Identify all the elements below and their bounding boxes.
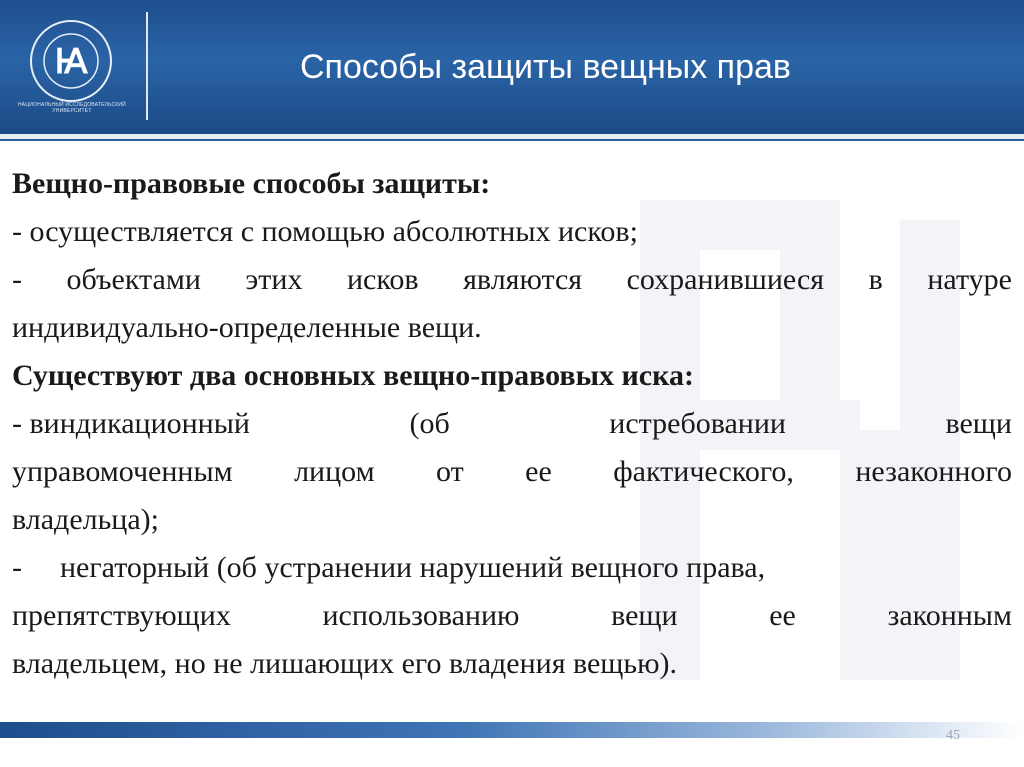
word: препятствующих	[12, 599, 231, 632]
word: истребовании	[609, 407, 786, 440]
svg-text:Ꙗ: Ꙗ	[54, 44, 88, 81]
bullet-negatory-line3: владельцем, но не лишающих его владения вещью).	[12, 647, 677, 680]
word: от	[436, 455, 464, 488]
word: являются	[463, 263, 583, 296]
bullet-vindication-line3: владельца);	[12, 503, 159, 536]
word: вещи	[611, 599, 678, 632]
logo-caption: НАЦИОНАЛЬНЫЙ ИССЛЕДОВАТЕЛЬСКИЙ УНИВЕРСИТЕТ	[18, 102, 126, 114]
bullet-objects-line1	[12, 256, 1012, 304]
slide-title: Способы защиты вещных прав	[300, 48, 791, 86]
header-bar	[0, 0, 1024, 134]
word: лицом	[294, 455, 375, 488]
word: негаторный (об устранении нарушений вещного права,	[60, 551, 766, 584]
bullet-absolute-claims: - осуществляется с помощью абсолютных исков;	[12, 215, 638, 248]
bullet-objects-line2: индивидуально-определенные вещи.	[12, 311, 482, 344]
hse-logo	[28, 18, 114, 104]
word: вещи	[945, 407, 1012, 440]
header-divider	[146, 12, 148, 120]
word: - виндикационный	[12, 407, 250, 440]
word: фактического,	[613, 455, 794, 488]
word: сохранившиеся	[626, 263, 825, 296]
footer-bar	[0, 722, 1024, 738]
word: -	[12, 551, 22, 584]
bullet-vindication-line2	[12, 448, 1012, 496]
heading-real-rights-methods: Вещно-правовые способы защиты:	[12, 167, 491, 200]
bullet-vindication-line1	[12, 400, 1012, 448]
word: объектами	[66, 263, 201, 296]
word: в	[868, 263, 883, 296]
heading-two-claims: Существуют два основных вещно-правовых иска:	[12, 359, 694, 392]
word: ее	[769, 599, 796, 632]
bullet-negatory-line1	[12, 544, 1012, 592]
word: (об	[409, 407, 450, 440]
header-underline	[0, 139, 1024, 141]
word: управомоченным	[12, 455, 233, 488]
word: исков	[347, 263, 419, 296]
word: законным	[887, 599, 1012, 632]
word: -	[12, 263, 22, 296]
word: ее	[525, 455, 552, 488]
word: этих	[245, 263, 303, 296]
bullet-negatory-line2	[12, 592, 1012, 640]
page-number: 45	[946, 728, 960, 743]
word: использованию	[322, 599, 520, 632]
word: незаконного	[855, 455, 1012, 488]
word: натуре	[927, 263, 1012, 296]
slide-body	[12, 160, 1012, 688]
